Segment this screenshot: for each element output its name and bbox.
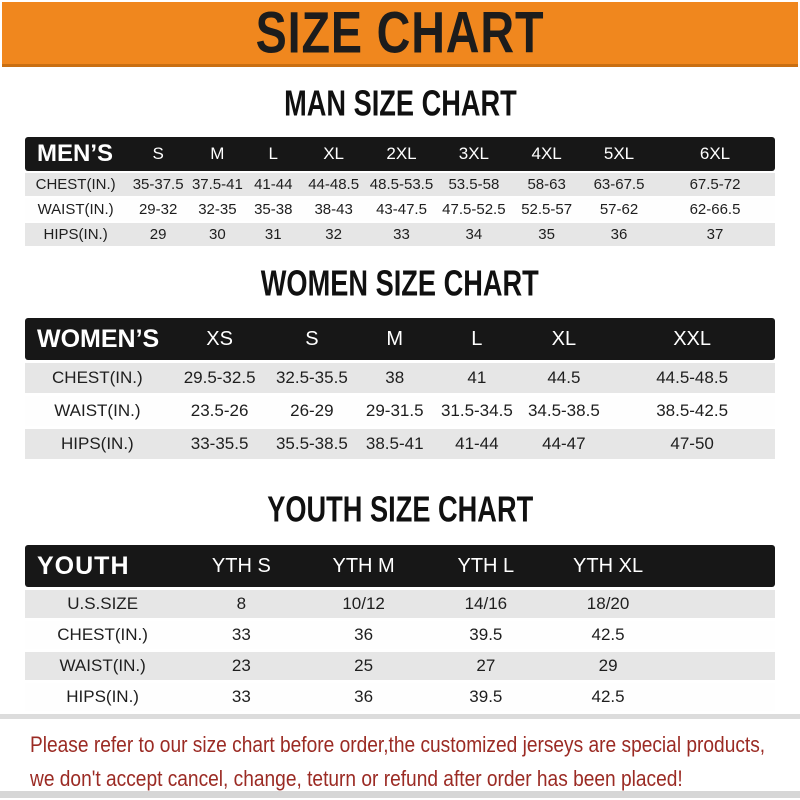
column-header: S [126, 137, 190, 171]
column-header: XL [518, 318, 609, 360]
size-cell: 57-62 [583, 198, 655, 221]
size-cell: 8 [180, 590, 302, 618]
youth-size-table [25, 542, 775, 714]
size-cell: 41-44 [435, 429, 518, 459]
size-cell: 29 [126, 223, 190, 246]
youth-header-row [25, 545, 775, 587]
column-header: YTH L [425, 545, 547, 587]
size-cell: 35.5-38.5 [269, 429, 354, 459]
row-label: WAIST(IN.) [25, 198, 126, 221]
row-label: CHEST(IN.) [25, 621, 180, 649]
size-cell: 36 [302, 621, 424, 649]
size-cell: 34 [438, 223, 511, 246]
size-cell: 41-44 [245, 173, 302, 196]
size-cell: 33-35.5 [170, 429, 270, 459]
size-cell: 25 [302, 652, 424, 680]
column-header: S [269, 318, 354, 360]
size-cell: 37 [655, 223, 775, 246]
size-cell-spacer [669, 590, 775, 618]
size-cell: 29-32 [126, 198, 190, 221]
column-header: L [245, 137, 302, 171]
men-chest-row [25, 173, 775, 196]
size-cell: 47.5-52.5 [438, 198, 511, 221]
men-size-table [25, 135, 775, 248]
youth-waist-row [25, 652, 775, 680]
column-header: 2XL [366, 137, 438, 171]
size-cell: 48.5-53.5 [366, 173, 438, 196]
size-cell: 38 [354, 363, 435, 393]
column-header: M [190, 137, 245, 171]
size-cell: 33 [180, 621, 302, 649]
size-cell: 18/20 [547, 590, 669, 618]
column-header: M [354, 318, 435, 360]
size-cell: 33 [180, 683, 302, 711]
banner-title: SIZE CHART [255, 0, 545, 66]
column-header: YTH M [302, 545, 424, 587]
size-cell: 67.5-72 [655, 173, 775, 196]
size-cell: 58-63 [510, 173, 583, 196]
row-label: HIPS(IN.) [25, 683, 180, 711]
size-cell: 32.5-35.5 [269, 363, 354, 393]
size-cell: 23 [180, 652, 302, 680]
size-cell: 35-37.5 [126, 173, 190, 196]
size-chart-banner [2, 2, 798, 67]
size-cell: 38-43 [302, 198, 366, 221]
size-cell: 38.5-41 [354, 429, 435, 459]
women-size-table [25, 315, 775, 462]
men-hips-row [25, 223, 775, 246]
row-label: HIPS(IN.) [25, 223, 126, 246]
row-label: U.S.SIZE [25, 590, 180, 618]
youth-chest-row [25, 621, 775, 649]
size-cell: 52.5-57 [510, 198, 583, 221]
size-cell: 35-38 [245, 198, 302, 221]
size-cell: 34.5-38.5 [518, 396, 609, 426]
size-cell: 44-48.5 [302, 173, 366, 196]
men-header-row [25, 137, 775, 171]
size-cell-spacer [669, 621, 775, 649]
size-cell: 35 [510, 223, 583, 246]
size-cell: 14/16 [425, 590, 547, 618]
size-cell: 41 [435, 363, 518, 393]
column-header: 4XL [510, 137, 583, 171]
row-label: CHEST(IN.) [25, 363, 170, 393]
table-corner-label: MEN’S [25, 137, 126, 171]
size-cell: 29 [547, 652, 669, 680]
men-waist-row [25, 198, 775, 221]
women-hips-row [25, 429, 775, 459]
footer-note [30, 728, 796, 796]
row-label: CHEST(IN.) [25, 173, 126, 196]
size-cell: 44.5 [518, 363, 609, 393]
women-waist-row [25, 396, 775, 426]
table-corner-label: YOUTH [25, 545, 180, 587]
size-cell: 36 [302, 683, 424, 711]
size-cell: 31.5-34.5 [435, 396, 518, 426]
column-header: YTH XL [547, 545, 669, 587]
column-header: YTH S [180, 545, 302, 587]
women-header-row [25, 318, 775, 360]
footer-line-1: Please refer to our size chart before order,the customized jerseys are special products, [30, 732, 766, 757]
table-corner-label: WOMEN’S [25, 318, 170, 360]
size-cell: 44.5-48.5 [609, 363, 775, 393]
size-cell: 37.5-41 [190, 173, 245, 196]
column-header-spacer [669, 545, 775, 587]
column-header: L [435, 318, 518, 360]
size-cell: 32 [302, 223, 366, 246]
youth-section-heading: YOUTH SIZE CHART [267, 490, 533, 530]
footer-divider [0, 714, 800, 719]
footer-line-2: we don't accept cancel, change, teturn or refund after order has been placed! [30, 766, 683, 791]
size-cell: 33 [366, 223, 438, 246]
women-section-heading: WOMEN SIZE CHART [260, 264, 540, 304]
size-cell: 42.5 [547, 621, 669, 649]
size-cell-spacer [669, 683, 775, 711]
women-chest-row [25, 363, 775, 393]
size-cell: 43-47.5 [366, 198, 438, 221]
row-label: WAIST(IN.) [25, 396, 170, 426]
column-header: XS [170, 318, 270, 360]
column-header: 5XL [583, 137, 655, 171]
man-section-heading: MAN SIZE CHART [283, 84, 517, 124]
column-header: 6XL [655, 137, 775, 171]
size-cell: 63-67.5 [583, 173, 655, 196]
size-cell: 38.5-42.5 [609, 396, 775, 426]
size-cell: 27 [425, 652, 547, 680]
size-cell: 36 [583, 223, 655, 246]
size-cell: 10/12 [302, 590, 424, 618]
size-cell: 53.5-58 [438, 173, 511, 196]
size-cell: 42.5 [547, 683, 669, 711]
row-label: WAIST(IN.) [25, 652, 180, 680]
size-cell-spacer [669, 652, 775, 680]
youth-ussize-row [25, 590, 775, 618]
size-cell: 29.5-32.5 [170, 363, 270, 393]
size-cell: 26-29 [269, 396, 354, 426]
size-cell: 29-31.5 [354, 396, 435, 426]
size-cell: 62-66.5 [655, 198, 775, 221]
size-cell: 39.5 [425, 621, 547, 649]
size-cell: 23.5-26 [170, 396, 270, 426]
column-header: XL [302, 137, 366, 171]
size-cell: 44-47 [518, 429, 609, 459]
row-label: HIPS(IN.) [25, 429, 170, 459]
column-header: 3XL [438, 137, 511, 171]
youth-hips-row [25, 683, 775, 711]
size-cell: 31 [245, 223, 302, 246]
size-cell: 30 [190, 223, 245, 246]
column-header: XXL [609, 318, 775, 360]
size-cell: 32-35 [190, 198, 245, 221]
bottom-strip [0, 791, 800, 798]
size-cell: 47-50 [609, 429, 775, 459]
size-cell: 39.5 [425, 683, 547, 711]
